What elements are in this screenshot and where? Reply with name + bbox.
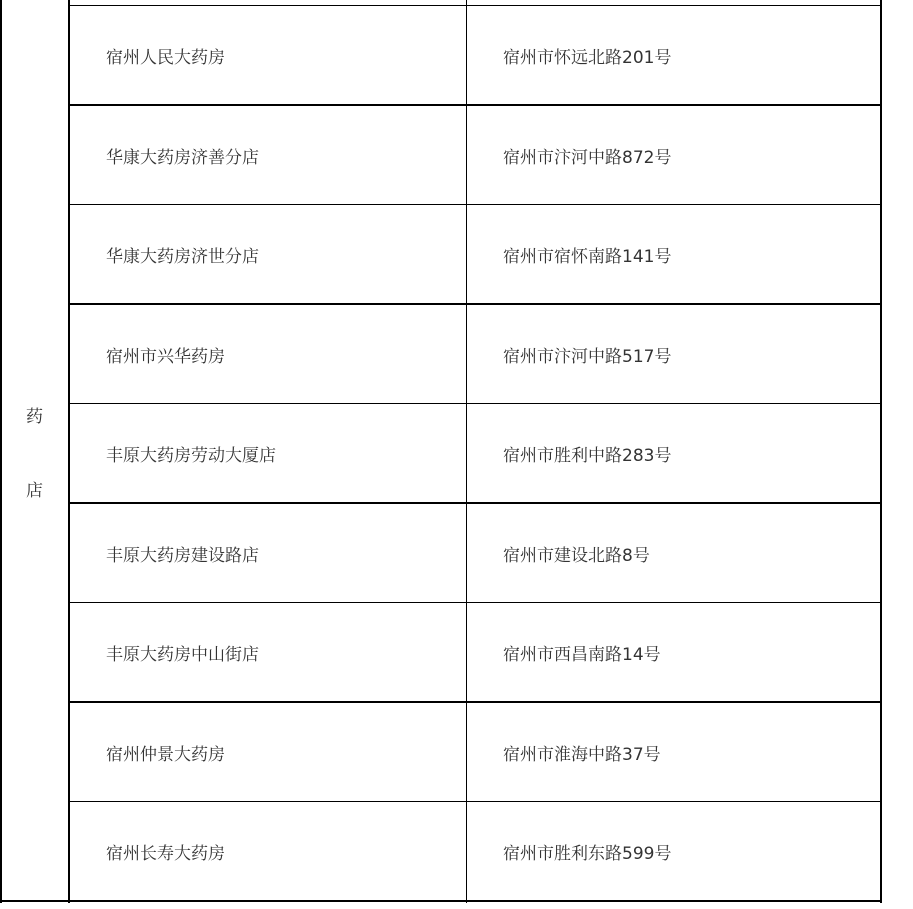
table-row — [69, 802, 881, 901]
pharmacy-name: 丰原大药房劳动大厦店 — [106, 446, 276, 466]
pharmacy-name: 宿州人民大药房 — [106, 48, 225, 68]
pharmacy-name: 宿州仲景大药房 — [106, 745, 225, 765]
table-row — [69, 603, 881, 702]
table-row — [69, 305, 881, 404]
table-row — [69, 703, 881, 802]
table-row — [69, 6, 881, 105]
pharmacy-address: 宿州市怀远北路201号 — [503, 48, 672, 68]
pharmacy-name: 宿州市兴华药房 — [106, 347, 225, 367]
pharmacy-address: 宿州市宿怀南路141号 — [503, 247, 672, 267]
pharmacy-address: 宿州市建设北路8号 — [503, 546, 650, 566]
pharmacy-address: 宿州市汴河中路872号 — [503, 148, 672, 168]
pharmacy-name: 丰原大药房建设路店 — [106, 546, 259, 566]
pharmacy-address: 宿州市淮海中路37号 — [503, 745, 661, 765]
pharmacy-address: 宿州市汴河中路517号 — [503, 347, 672, 367]
pharmacy-name: 丰原大药房中山街店 — [106, 645, 259, 665]
table-row — [69, 404, 881, 503]
pharmacy-address: 宿州市胜利东路599号 — [503, 844, 672, 864]
category-cell — [0, 7, 69, 901]
category-char: 店 — [26, 481, 43, 501]
pharmacy-name: 华康大药房济世分店 — [106, 247, 259, 267]
table-row — [69, 205, 881, 304]
pharmacy-address: 宿州市胜利中路283号 — [503, 446, 672, 466]
category-char: 药 — [26, 407, 43, 427]
pharmacy-name: 宿州长寿大药房 — [106, 844, 225, 864]
table-row — [69, 504, 881, 603]
pharmacy-name: 华康大药房济善分店 — [106, 148, 259, 168]
table-row — [69, 106, 881, 205]
pharmacy-address: 宿州市西昌南路14号 — [503, 645, 661, 665]
